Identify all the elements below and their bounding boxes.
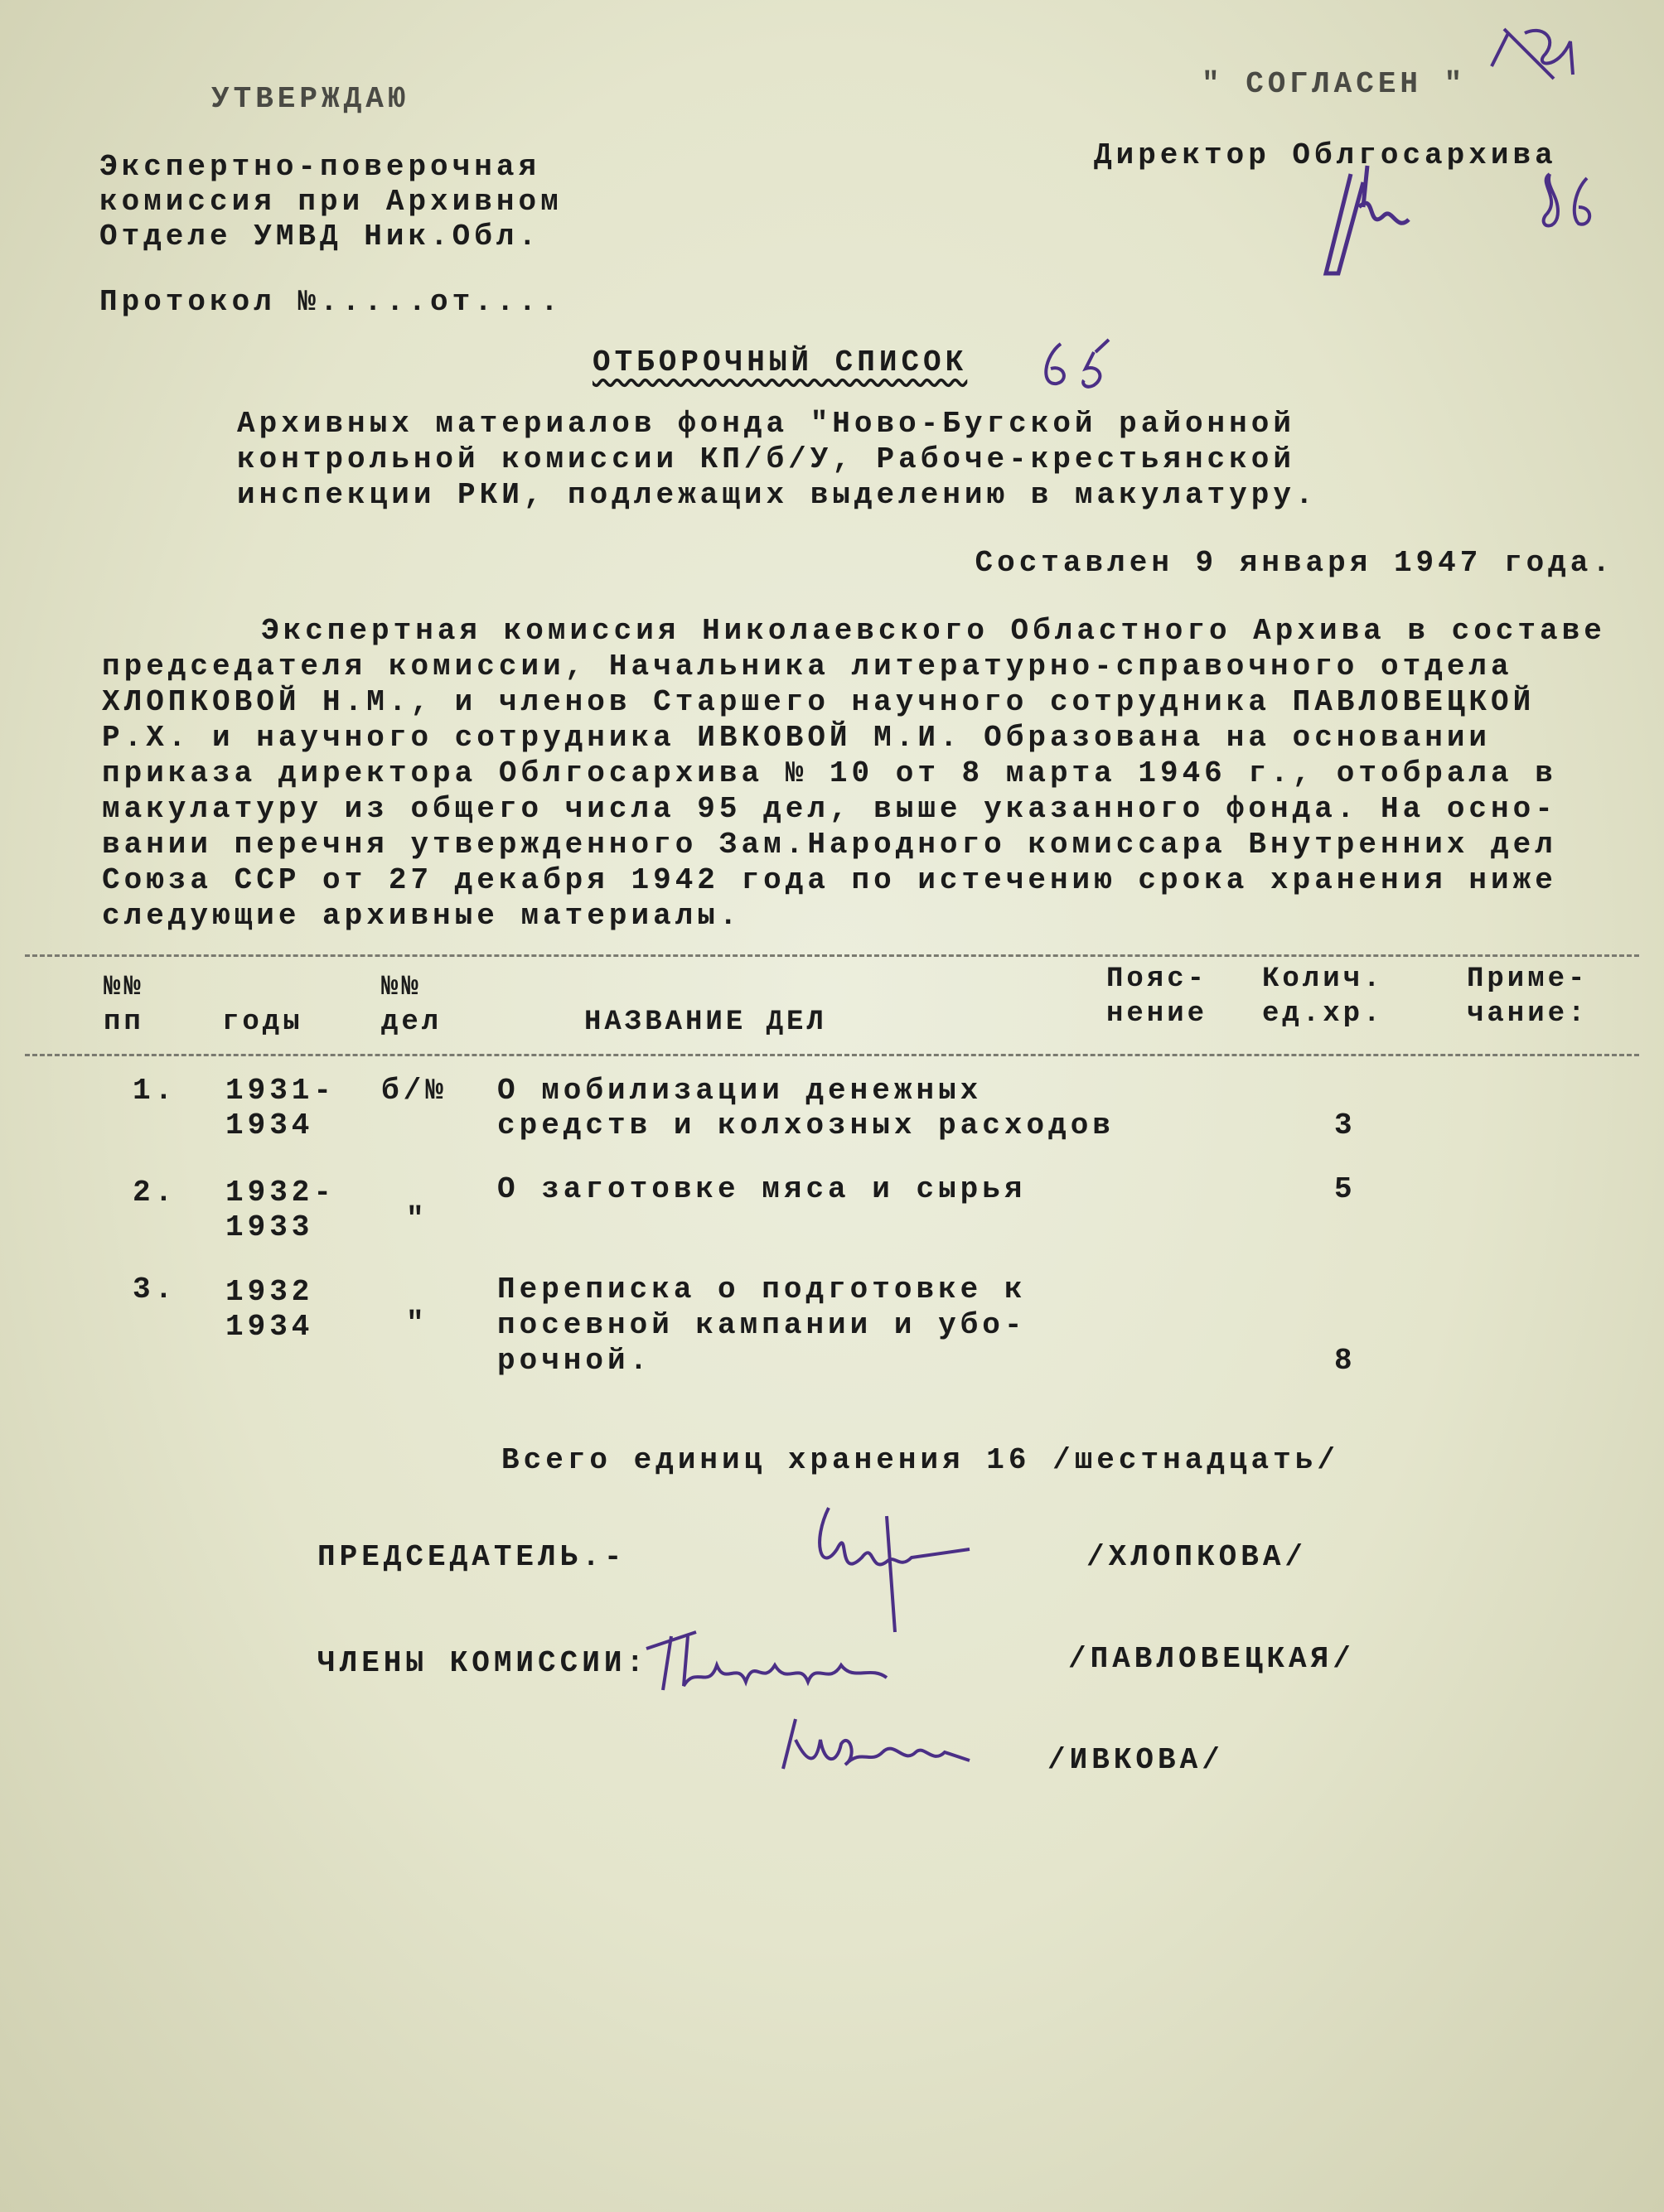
header-num-2: пп (104, 1007, 144, 1038)
row-name-1: О заготовке мяса и сырья (497, 1172, 1027, 1206)
body-line-5: приказа директора Облгосархива № 10 от 8 марта 1946 г., отобрала в (102, 756, 1557, 790)
row-years-2: 1933 (225, 1210, 314, 1244)
row-case-num: б/№ (381, 1074, 447, 1108)
body-line-4: Р.Х. и научного сотрудника ИВКОВОЙ М.И. Образована на основании (102, 721, 1492, 755)
header-years: годы (222, 1007, 303, 1038)
header-note-2: чание: (1467, 998, 1589, 1030)
body-line-7: вании перечня утвержденного Зам.Народного комиссара Внутренних дел (102, 828, 1557, 862)
table-top-rule (25, 954, 1639, 957)
row-name-1: О мобилизации денежных (497, 1074, 983, 1108)
total-units: Всего единиц хранения 16 /шестнадцать/ (501, 1443, 1339, 1477)
members-label: ЧЛЕНЫ КОМИССИИ: (317, 1646, 649, 1680)
header-case-1: №№ (381, 972, 422, 1003)
agreed-label: " СОГЛАСЕН " (1202, 67, 1467, 101)
compiled-date: Составлен 9 января 1947 года. (975, 546, 1614, 580)
body-line-8: Союза ССР от 27 декабря 1942 года по истечению срока хранения ниже (102, 863, 1557, 897)
row-name-2: посевной кампании и убо- (497, 1308, 1027, 1342)
approved-label: УТВЕРЖДАЮ (211, 82, 410, 116)
row-num: 2. (133, 1176, 177, 1210)
row-quantity: 3 (1334, 1108, 1357, 1142)
director-label: Директор Облгосархива (1094, 138, 1557, 172)
header-qty-2: ед.хр. (1262, 998, 1384, 1030)
body-line-3: ХЛОПКОВОЙ Н.М., и членов Старшего научного сотрудника ПАВЛОВЕЦКОЙ (102, 685, 1536, 719)
commission-line-1: Экспертно-поверочная (99, 150, 541, 184)
row-years-1: 1931- (225, 1074, 336, 1108)
subtitle-line-2: контрольной комиссии КП/б/У, Рабоче-крестьянской (237, 442, 1295, 476)
chairman-name: /ХЛОПКОВА/ (1086, 1540, 1308, 1574)
row-case-num: " (406, 1202, 428, 1236)
header-note-1: Приме- (1467, 964, 1589, 995)
row-name-3: рочной. (497, 1344, 652, 1378)
member2-name: /ИВКОВА/ (1047, 1743, 1224, 1777)
subtitle-line-3: инспекции РКИ, подлежащих выделению в макулатуру. (237, 478, 1318, 512)
row-years-2: 1934 (225, 1310, 314, 1344)
row-num: 3. (133, 1273, 177, 1306)
header-expl-1: Пояс- (1106, 964, 1208, 995)
header-name: НАЗВАНИЕ ДЕЛ (584, 1007, 827, 1038)
member2-signature (771, 1707, 986, 1781)
header-qty-1: Колич. (1262, 964, 1384, 995)
handwritten-86 (1533, 166, 1608, 249)
row-years-2: 1934 (225, 1108, 314, 1142)
row-num: 1. (133, 1074, 177, 1108)
row-years-1: 1932- (225, 1176, 336, 1210)
document-title: ОТБОРОЧНЫЙ СПИСОК (593, 345, 968, 379)
commission-line-2: комиссия при Архивном (99, 185, 563, 219)
row-quantity: 5 (1334, 1172, 1357, 1206)
body-line-2: председателя комиссии, Начальника литературно-справочного отдела (102, 650, 1513, 683)
row-case-num: " (406, 1306, 428, 1340)
commission-line-3: Отделе УМВД Ник.Обл. (99, 220, 541, 254)
member1-signature (638, 1616, 912, 1707)
body-line-9: следующие архивные материалы. (102, 899, 742, 933)
row-quantity: 8 (1334, 1344, 1357, 1378)
member1-name: /ПАВЛОВЕЦКАЯ/ (1068, 1642, 1355, 1676)
header-case-2: дел (381, 1007, 443, 1038)
header-expl-2: нение (1106, 998, 1208, 1030)
row-name-2: средств и колхозных расходов (497, 1108, 1115, 1142)
handwritten-65 (1036, 327, 1127, 394)
table-header-rule (25, 1054, 1639, 1056)
row-name-1: Переписка о подготовке к (497, 1273, 1027, 1306)
director-signature (1318, 157, 1467, 282)
subtitle-line-1: Архивных материалов фонда "Ново-Бугской районной (237, 407, 1295, 441)
handwritten-page-number (1475, 17, 1591, 91)
body-line-1: Экспертная комиссия Николаевского Областного Архива в составе (261, 614, 1606, 648)
header-num-1: №№ (104, 972, 144, 1003)
chairman-label: ПРЕДСЕДАТЕЛЬ.- (317, 1540, 626, 1574)
protocol-line: Протокол №.....от.... (99, 285, 563, 319)
row-years-1: 1932 (225, 1275, 314, 1309)
body-line-6: макулатуру из общего числа 95 дел, выше указанного фонда. На осно- (102, 792, 1557, 826)
